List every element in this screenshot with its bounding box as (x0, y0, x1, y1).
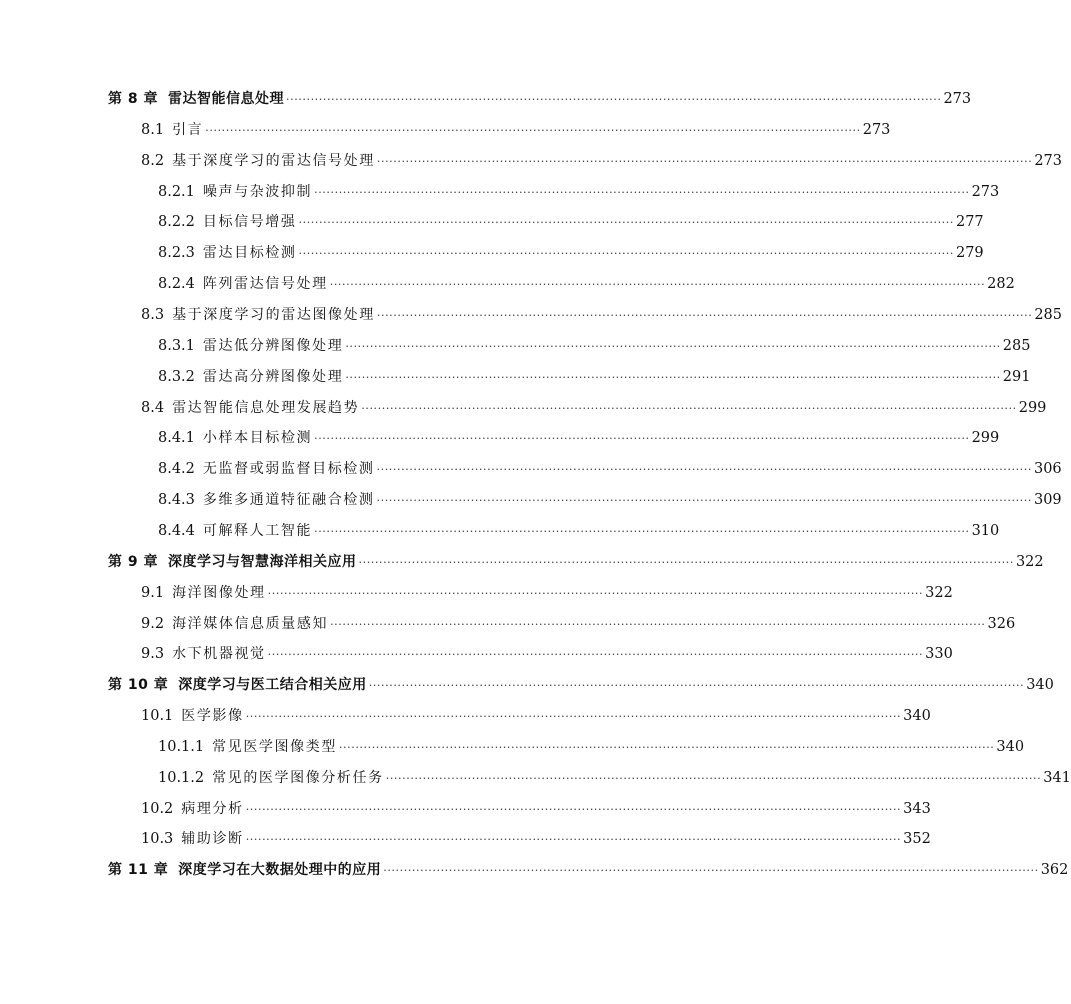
toc-entry-page: 273 (971, 183, 1000, 200)
toc-entry[interactable] (0, 117, 891, 139)
toc-entry-title: 病理分析 (181, 800, 244, 817)
toc-entry[interactable] (0, 826, 931, 848)
toc-entry-title: 深度学习在大数据处理中的应用 (178, 862, 382, 879)
dot-leader: ................................................................................................................................................................ (345, 367, 1001, 381)
dot-leader: ................................................................................................................................................................ (376, 306, 1033, 319)
toc-entry[interactable] (0, 734, 1025, 756)
toc-entry-page: 322 (1015, 553, 1044, 570)
toc-entry-title: 海洋媒体信息质量感知 (172, 615, 329, 632)
toc-entry-title: 常见的医学图像分析任务 (212, 769, 384, 786)
toc-entry-title: 小样本目标检测 (202, 430, 313, 447)
toc-entry-title: 无监督或弱监督目标检测 (202, 461, 375, 478)
toc-entry-number: 10.3 (141, 831, 174, 848)
toc-entry-page: 340 (996, 738, 1025, 755)
toc-entry[interactable] (0, 395, 1047, 417)
toc-entry-number: 8.2.2 (158, 214, 195, 231)
toc-entry-page: 341 (1043, 769, 1071, 786)
toc-entry-title: 海洋图像处理 (172, 584, 266, 601)
toc-entry-page: 330 (925, 646, 953, 663)
toc-entry[interactable] (0, 611, 1016, 633)
toc-entry[interactable] (0, 857, 1069, 879)
toc-entry[interactable] (0, 425, 1000, 447)
dot-leader: ................................................................................................................................................................ (314, 182, 970, 196)
toc-entry-title: 雷达智能信息处理发展趋势 (172, 399, 360, 416)
dot-leader: ................................................................................................................................................................ (267, 645, 924, 659)
toc-entry-number: 8.2 (141, 152, 165, 169)
toc-entry-page: 273 (862, 121, 891, 138)
toc-entry[interactable] (0, 796, 931, 818)
toc-entry-number: 9.2 (141, 615, 165, 632)
toc-entry-page: 282 (987, 276, 1015, 293)
toc-entry-title: 雷达低分辨图像处理 (202, 337, 344, 354)
toc-entry-title: 深度学习与智慧海洋相关应用 (168, 553, 357, 570)
toc-entry[interactable] (0, 209, 984, 231)
dot-leader: ................................................................................................................................................................ (376, 491, 1032, 505)
toc-entry-page: 326 (987, 615, 1016, 632)
toc-entry[interactable] (0, 765, 1071, 787)
toc-entry-title: 雷达高分辨图像处理 (202, 368, 344, 385)
toc-entry-page: 285 (1002, 337, 1031, 354)
dot-leader: ................................................................................................................................................................ (361, 398, 1017, 412)
toc-entry[interactable] (0, 333, 1031, 355)
toc-entry-page: 340 (903, 708, 931, 724)
dot-leader: ................................................................................................................................................................ (298, 244, 954, 258)
toc-entry-number: 第 11 章 (108, 862, 169, 879)
toc-entry-page: 299 (1018, 399, 1047, 416)
dot-leader: ................................................................................................................................................................ (338, 737, 995, 751)
dot-leader: ................................................................................................................................................................ (245, 707, 902, 720)
toc-entry-number: 8.3 (141, 307, 165, 323)
toc-entry[interactable] (0, 364, 1031, 386)
toc-entry[interactable] (0, 456, 1062, 478)
toc-entry-number: 10.1 (141, 708, 174, 724)
toc-entry[interactable] (0, 271, 1015, 293)
toc-entry-page: 309 (1033, 492, 1062, 509)
toc-entry-page: 299 (971, 430, 1000, 447)
toc-entry-title: 多维多通道特征融合检测 (202, 492, 375, 509)
toc-entry-page: 362 (1040, 862, 1069, 879)
toc-entry-page: 273 (1034, 152, 1063, 169)
dot-leader: ................................................................................................................................................................ (383, 861, 1039, 875)
toc-entry[interactable] (0, 148, 1063, 170)
dot-leader: ................................................................................................................................................................ (205, 120, 861, 134)
toc-entry[interactable] (0, 86, 972, 108)
toc-entry[interactable] (0, 580, 953, 602)
toc-entry-page: 322 (925, 584, 953, 601)
toc-entry-number: 8.4 (141, 399, 165, 416)
toc-entry-number: 第 9 章 (108, 553, 158, 570)
toc-entry-page: 352 (903, 831, 931, 848)
dot-leader: ................................................................................................................................................................ (286, 90, 942, 103)
toc-entry-title: 基于深度学习的雷达图像处理 (172, 307, 375, 323)
toc-entry-page: 291 (1002, 368, 1031, 385)
toc-entry-title: 雷达目标检测 (202, 245, 297, 262)
toc-entry-number: 8.4.1 (158, 430, 195, 447)
toc-entry-number: 8.3.2 (158, 368, 195, 385)
dot-leader: ................................................................................................................................................................ (345, 336, 1001, 350)
toc-entry-number: 9.1 (141, 584, 165, 601)
toc-entry-number: 第 8 章 (108, 91, 158, 107)
dot-leader: ................................................................................................................................................................ (314, 429, 970, 443)
toc-entry-title: 辅助诊断 (181, 831, 244, 848)
dot-leader: ................................................................................................................................................................ (298, 213, 954, 227)
toc-entry-title: 常见医学图像类型 (212, 738, 337, 755)
toc-entry-page: 343 (903, 800, 931, 817)
toc-entry-number: 8.3.1 (158, 337, 195, 354)
toc-entry-number: 第 10 章 (108, 677, 169, 694)
toc-entry-number: 8.2.3 (158, 245, 195, 262)
toc-entry-number: 8.1 (141, 121, 165, 138)
toc-entry[interactable] (0, 641, 953, 663)
dot-leader: ................................................................................................................................................................ (329, 275, 986, 289)
toc-entry-page: 279 (955, 245, 984, 262)
toc-entry-number: 8.4.2 (158, 461, 195, 478)
dot-leader: ................................................................................................................................................................ (267, 583, 924, 597)
toc-entry-title: 医学影像 (181, 708, 244, 724)
toc-entry-page: 340 (1026, 677, 1054, 694)
dot-leader: ................................................................................................................................................................ (245, 799, 902, 813)
toc-entry-number: 8.2.4 (158, 276, 195, 293)
toc-entry-title: 深度学习与医工结合相关应用 (178, 677, 367, 694)
dot-leader: ................................................................................................................................................................ (330, 614, 986, 628)
toc-entry-title: 阵列雷达信号处理 (202, 276, 328, 293)
dot-leader: ................................................................................................................................................................ (245, 830, 902, 844)
toc-entry[interactable] (0, 518, 1000, 540)
dot-leader: ................................................................................................................................................................ (376, 460, 1032, 474)
toc-entry-title: 噪声与杂波抑制 (202, 183, 313, 200)
toc-entry-title: 水下机器视觉 (172, 646, 266, 663)
dot-leader: ................................................................................................................................................................ (385, 768, 1042, 782)
toc-entry-page: 273 (943, 91, 972, 107)
toc-entry[interactable] (0, 302, 1063, 324)
toc-entry[interactable] (0, 672, 1054, 694)
toc-entry[interactable] (0, 179, 1000, 201)
toc-entry-title: 引言 (172, 121, 204, 138)
toc-entry-page: 277 (955, 214, 984, 231)
toc-entry-title: 雷达智能信息处理 (168, 91, 284, 107)
toc-entry[interactable] (0, 487, 1062, 509)
toc-entry-title: 目标信号增强 (202, 214, 297, 231)
toc-entry[interactable] (0, 549, 1044, 571)
toc-entry-title: 基于深度学习的雷达信号处理 (172, 152, 375, 169)
toc-entry-number: 8.4.4 (158, 522, 195, 539)
toc-entry[interactable] (0, 240, 984, 262)
dot-leader: ................................................................................................................................................................ (368, 676, 1025, 690)
toc-entry-number: 8.2.1 (158, 183, 195, 200)
toc-entry-number: 10.2 (141, 800, 174, 817)
toc-entry-page: 306 (1033, 461, 1062, 478)
toc-entry-title: 可解释人工智能 (202, 522, 313, 539)
toc-entry-page: 285 (1034, 307, 1063, 323)
toc-entry-number: 8.4.3 (158, 492, 195, 509)
dot-leader: ................................................................................................................................................................ (358, 552, 1014, 566)
dot-leader: ................................................................................................................................................................ (314, 521, 970, 535)
toc-entry-page: 310 (971, 522, 1000, 539)
toc-entry[interactable] (0, 703, 931, 725)
toc-entry-number: 9.3 (141, 646, 165, 663)
toc-entry-number: 10.1.2 (158, 769, 205, 786)
dot-leader: ................................................................................................................................................................ (376, 151, 1033, 165)
toc-entry-number: 10.1.1 (158, 738, 205, 755)
